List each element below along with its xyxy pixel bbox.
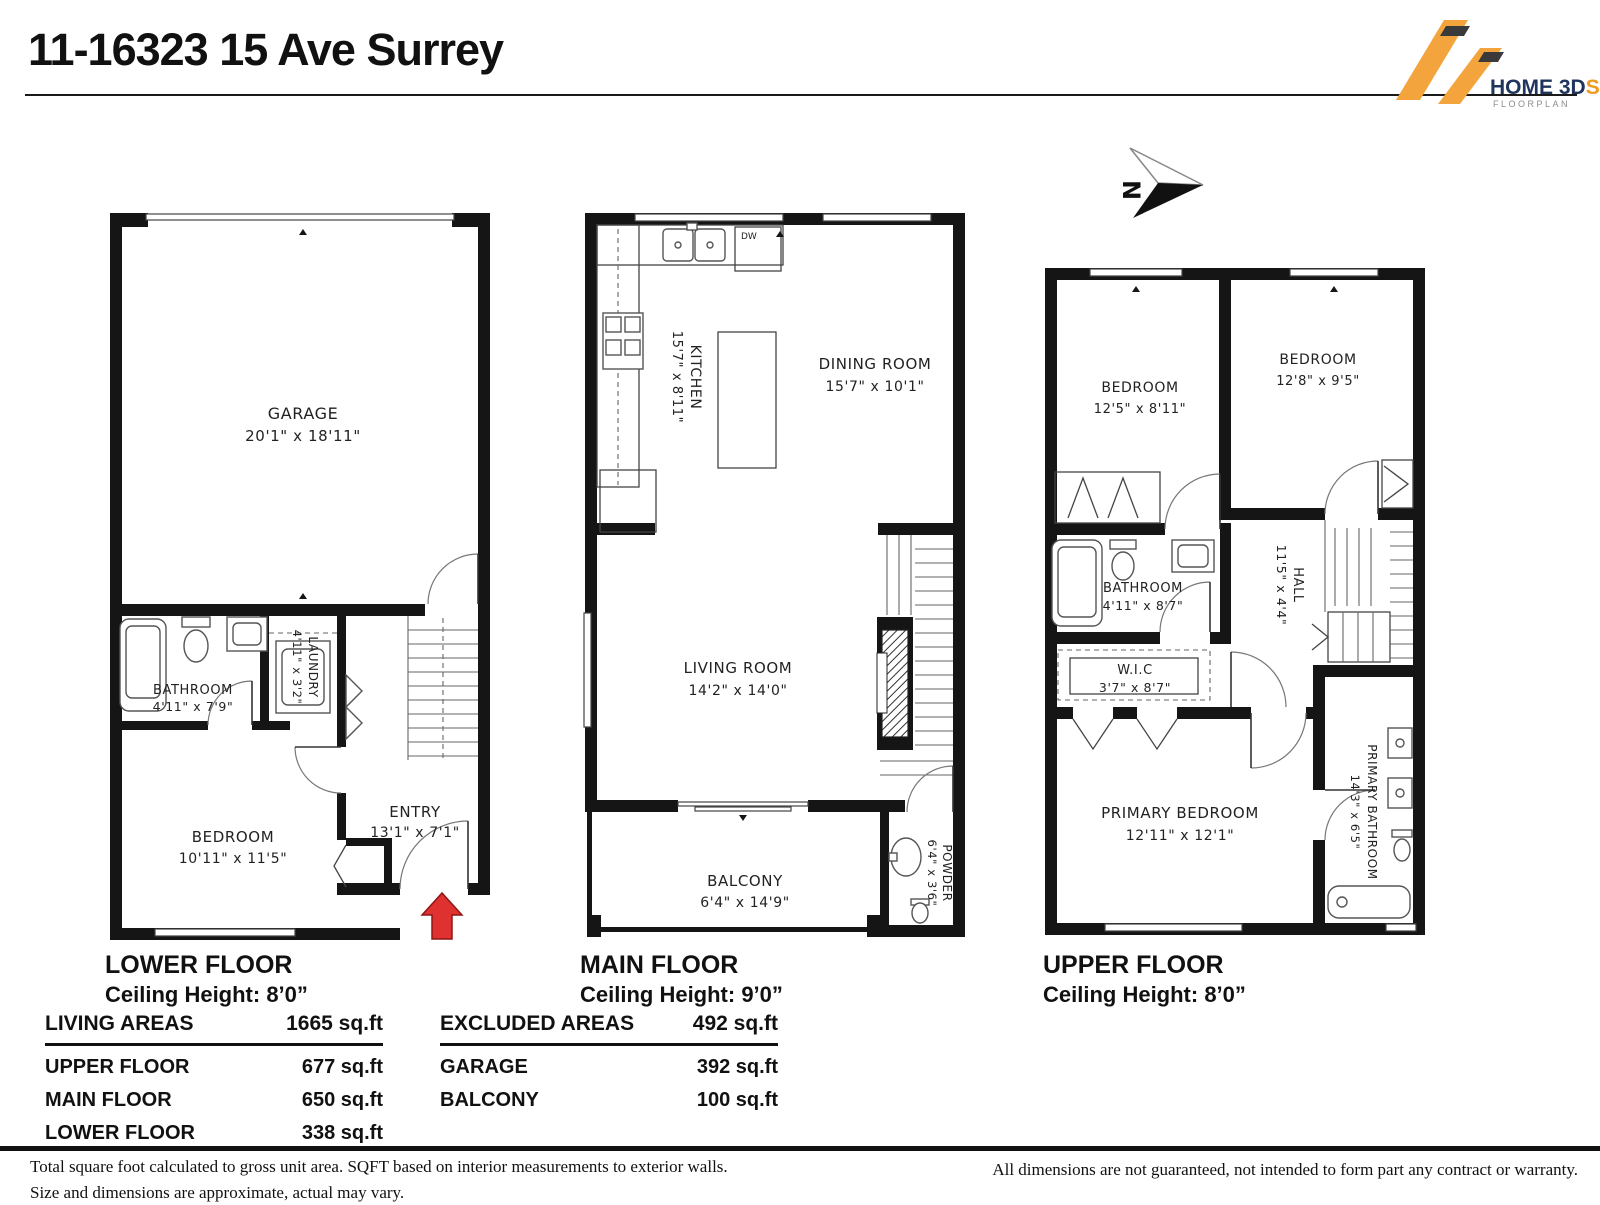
lower-floor-ceiling: Ceiling Height: 8’0”: [105, 981, 308, 1009]
bedroom-dims: 10'11" x 11'5": [179, 851, 288, 867]
toilet-icon: [1392, 830, 1412, 837]
primary-bedroom-label: PRIMARY BEDROOM: [1101, 804, 1259, 822]
living-areas-table: [45, 1012, 383, 1145]
fridge-icon: [600, 470, 656, 532]
bedroom1-window: [1090, 269, 1182, 276]
sliding-door: [678, 802, 808, 811]
closet-bifold-icon: [334, 845, 346, 887]
balcony-label: BALCONY: [707, 872, 783, 890]
dining-window: [823, 214, 931, 221]
footer-disclaimer-right: All dimensions are not guaranteed, not intended to form part any contract or warranty.: [818, 1160, 1578, 1180]
excluded-areas-table: [440, 1012, 778, 1112]
bathroom-dims: 4'11" x 7'9": [153, 699, 234, 714]
lower-floor-name: LOWER FLOOR: [105, 950, 308, 981]
kitchen-label: KITCHEN: [687, 345, 703, 410]
upper-floor-plan: [1040, 260, 1430, 950]
upper-bathroom-dims: 4'11" x 8'7": [1103, 598, 1184, 613]
lower-floor-plan: [100, 205, 500, 950]
excluded-areas-title: EXCLUDED AREAS: [440, 1012, 634, 1036]
footer-disclaimer-left: [30, 1154, 728, 1205]
balcony-dims: 6'4" x 14'9": [700, 895, 790, 911]
living-dims: 14'2" x 14'0": [688, 683, 787, 699]
footer-line2: Size and dimensions are approximate, actual may vary.: [30, 1180, 728, 1205]
lower-stairs: [408, 616, 478, 760]
north-compass: [1085, 133, 1215, 233]
primary-bathroom-window: [1386, 924, 1416, 931]
main-floor-plan: [575, 205, 975, 950]
laundry-bifold-icon: [346, 675, 362, 707]
dining-label: DINING ROOM: [819, 355, 932, 373]
wic-label: W.I.C: [1117, 663, 1153, 678]
bedroom2-window: [1290, 269, 1378, 276]
faucet-icon: [687, 223, 697, 230]
upper-stairs: [1312, 520, 1413, 662]
kitchen-island: [718, 332, 776, 468]
upper-floor-name: UPPER FLOOR: [1043, 950, 1246, 981]
toilet-icon: [1110, 540, 1136, 549]
laundry-bifold-icon: [346, 707, 362, 739]
garage-label: GARAGE: [268, 404, 339, 423]
table-row: GARAGE 392 sq.ft: [440, 1056, 778, 1079]
living-label: LIVING ROOM: [684, 659, 793, 677]
laundry-dims: 4'11" x 3'2": [290, 630, 304, 705]
bedroom2-label: BEDROOM: [1279, 352, 1356, 368]
powder-label: POWDER: [940, 844, 954, 901]
table-row: UPPER FLOOR 677 sq.ft: [45, 1056, 383, 1079]
dining-dims: 15'7" x 10'1": [825, 379, 924, 395]
table-row: MAIN FLOOR 650 sq.ft: [45, 1089, 383, 1112]
kitchen-window: [635, 214, 783, 221]
powder-dims: 6'4" x 3'6": [925, 840, 939, 907]
logo-accent-letter: S: [1586, 76, 1600, 99]
primary-bathroom-dims: 14'3" x 6'5": [1348, 775, 1362, 850]
wic-dims: 3'7" x 8'7": [1099, 680, 1171, 695]
bedroom2-dims: 12'8" x 9'5": [1276, 374, 1360, 389]
entry-dims: 13'1" x 7'1": [370, 825, 460, 841]
footer-line1: Total square foot calculated to gross unit area. SQFT based on interior measurements to exterior walls.: [30, 1154, 728, 1180]
fireplace: [877, 617, 913, 750]
logo-name: HOME 3D: [1490, 76, 1586, 99]
title-underline: [25, 94, 1577, 96]
upper-floor-ceiling: Ceiling Height: 8’0”: [1043, 981, 1246, 1009]
living-areas-total: 1665 sq.ft: [286, 1012, 383, 1036]
kitchen-dims: 15'7" x 8'11": [669, 331, 684, 424]
upper-floor-caption: [1043, 950, 1246, 1009]
garage-door: [146, 214, 454, 220]
bedroom1-dims: 12'5" x 8'11": [1094, 402, 1187, 417]
main-floor-name: MAIN FLOOR: [580, 950, 783, 981]
logo-wordmark: [1490, 76, 1600, 99]
garage-dims: 20'1" x 18'11": [245, 427, 361, 445]
laundry-label: LAUNDRY: [306, 636, 320, 697]
powder-fixtures: [889, 838, 929, 923]
table-row: LOWER FLOOR 338 sq.ft: [45, 1122, 383, 1145]
logo-subtitle: FLOORPLAN: [1493, 99, 1570, 109]
living-window: [584, 613, 591, 727]
upper-bathroom-label: BATHROOM: [1103, 581, 1183, 596]
bathroom-label: BATHROOM: [153, 683, 233, 698]
bedroom-window: [155, 929, 295, 936]
bedroom-label: BEDROOM: [192, 828, 275, 846]
primary-bathroom-label: PRIMARY BATHROOM: [1365, 744, 1379, 879]
main-floor-caption: [580, 950, 783, 1009]
bedroom1-label: BEDROOM: [1101, 380, 1178, 396]
entry-direction-arrow: [422, 893, 462, 939]
entry-label: ENTRY: [389, 803, 441, 821]
page-title: 11-16323 15 Ave Surrey: [28, 24, 503, 76]
home3ds-logo: [1390, 4, 1580, 116]
dishwasher-label: DW: [741, 232, 757, 242]
primary-bedroom-window: [1105, 924, 1242, 931]
living-areas-title: LIVING AREAS: [45, 1012, 194, 1036]
toilet-icon: [182, 617, 210, 627]
lower-floor-caption: [105, 950, 308, 1009]
hall-label: HALL: [1290, 567, 1305, 603]
footer-divider: [0, 1146, 1600, 1151]
upper-room-labels: [1094, 352, 1379, 880]
excluded-areas-total: 492 sq.ft: [693, 1012, 778, 1036]
main-floor-ceiling: Ceiling Height: 9’0”: [580, 981, 783, 1009]
compass-north-label: N: [1117, 180, 1145, 200]
table-row: BALCONY 100 sq.ft: [440, 1089, 778, 1112]
hall-dims: 11'5" x 4'4": [1274, 545, 1289, 626]
primary-bedroom-dims: 12'11" x 12'1": [1126, 828, 1235, 844]
main-doors: [907, 766, 953, 812]
